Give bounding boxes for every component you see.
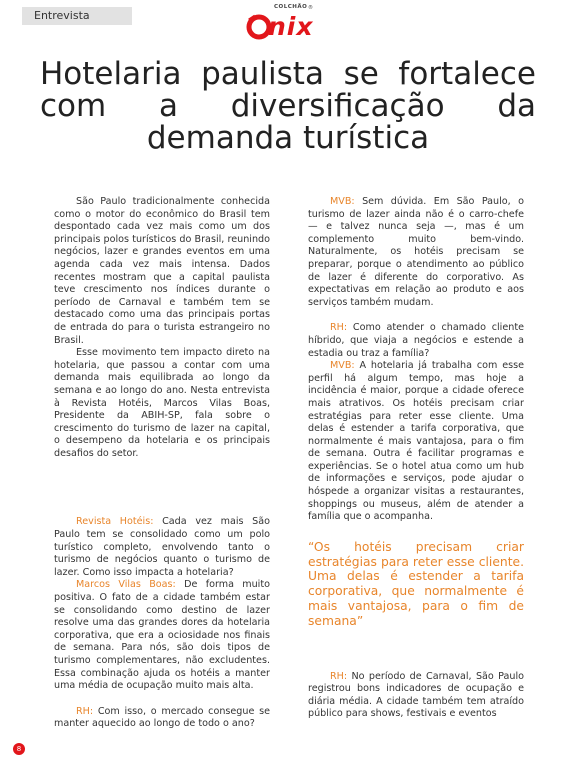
question-3-label: RH: bbox=[330, 322, 348, 334]
logo-registered-mark: ® bbox=[308, 5, 313, 11]
question-3 bbox=[308, 322, 524, 360]
pull-quote: “Os hotéis precisam criar estratégias para reter esse cliente. Uma delas é estender a tarifa corporativa, que normalmente é mais vantajosa, para o fim de semana” bbox=[308, 539, 524, 628]
question-2-label: RH: bbox=[76, 705, 94, 717]
question-1-label: Revista Hotéis: bbox=[76, 516, 154, 528]
answer-1 bbox=[54, 579, 270, 692]
answer-2-label: MVB: bbox=[330, 196, 355, 207]
question-1-text: Cada vez mais São Paulo tem se consolidado como um polo turístico completo, envolvendo tanto o turismo de negócios quanto o turismo de lazer. Como isso impacta a hotelaria? bbox=[54, 516, 270, 578]
article-title: Hotelaria paulista se fortalece com a diversificação da demanda turística bbox=[40, 56, 536, 156]
logo-word: nix bbox=[268, 12, 314, 41]
question-2-text: Com isso, o mercado consegue se manter aquecido ao longo de todo o ano? bbox=[54, 705, 270, 730]
intro-paragraph-1: São Paulo tradicionalmente conhecida como o motor do econômico do Brasil tem despontado cada vez mais como um dos principais polos turísticos do Brasil, reunindo negócios, lazer e grandes eventos em uma agenda cada vez mais intensa. Dados recentes mostram que a capital paulista teve crescimento nos índices durante o período de Carnaval e também tem se destacado como uma das principais portas de entrada do para o turista estrangeiro no Brasil. bbox=[54, 196, 270, 346]
brand-logo bbox=[244, 0, 334, 52]
question-3-text: Como atender o chamado cliente híbrido, que viaja a negócios e estende a estadia ou traz a família? bbox=[308, 322, 524, 359]
logo-top-text: COLCHÃO bbox=[274, 4, 308, 10]
section-tag: Entrevista bbox=[22, 7, 132, 25]
answer-2-text: Sem dúvida. Em São Paulo, o turismo de lazer ainda não é o carro-chefe — e talvez nunca seja —, mas é um complemento muito bem-vindo. Naturalmente, os hotéis precisam se preparar, porque o atendimento ao público de lazer é diferente do corporativo. As expectativas em relação ao produto e aos serviços também mudam. bbox=[308, 196, 524, 308]
intro-paragraph-2: Esse movimento tem impacto direto na hotelaria, que passou a contar com uma demanda mais equilibrada ao longo da semana e ao longo do ano. Nesta entrevista à Revista Hotéis, Marcos Vilas Boas, Presidente da ABIH-SP, fala sobre o crescimento do turismo de lazer na capital, o desempeno da hotelaria e os principais desafios do setor. bbox=[54, 347, 270, 459]
question-1 bbox=[54, 516, 270, 579]
page-number: 8 bbox=[13, 743, 25, 755]
answer-1-text: De forma muito positiva. O fato de a cidade também estar se consolidando como destino de lazer resolve uma das grandes dores da hotelaria corporativa, que era a ociosidade nos finais de semana. Para nós, são dois tipos de turismo complementares, não excludentes. Essa combinação ajuda os hotéis a manter uma média de ocupação muito mais alta. bbox=[54, 579, 270, 692]
answer-3 bbox=[308, 360, 524, 524]
right-column bbox=[308, 196, 524, 721]
question-4-label: RH: bbox=[330, 670, 348, 682]
answer-3-label: MVB: bbox=[330, 360, 355, 372]
question-4 bbox=[308, 671, 524, 721]
question-4-text: No período de Carnaval, São Paulo registrou bons indicadores de ocupação e diária média. A cidade também tem atraído público para shows, festivais e eventos bbox=[308, 670, 524, 720]
answer-3-text: A hotelaria já trabalha com esse perfil há algum tempo, mas hoje a incidência é maior, porque a cidade oferece mais atrativos. Os hotéis precisam criar estratégias para reter esse cliente. Uma delas é estender a tarifa corporativa, que normalmente é mais vantajosa, para o fim de semana. Outra é facilitar programas e experiências. Se o hotel atua como um hub de informações e serviços, pode ajudar o hóspede a organizar visitas a restaurantes, shoppings ou museus, além de atender a família que o acompanha. bbox=[308, 360, 524, 523]
question-2 bbox=[54, 706, 270, 731]
answer-1-label: Marcos Vilas Boas: bbox=[76, 579, 176, 591]
answer-2 bbox=[308, 196, 524, 309]
left-column bbox=[54, 196, 270, 731]
